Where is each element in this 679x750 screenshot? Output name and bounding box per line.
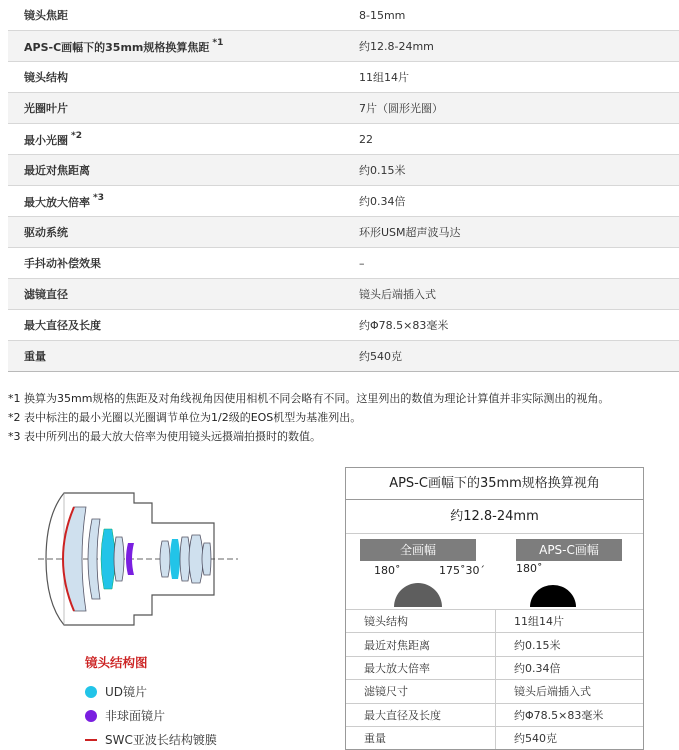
legend-ud	[85, 683, 147, 700]
spec-row	[8, 186, 679, 217]
spec-value: 约540克	[343, 341, 679, 372]
panel-row	[346, 656, 643, 679]
spec-label	[8, 279, 343, 310]
ud-dot-icon	[85, 686, 97, 698]
spec-label-text: 最近对焦距离	[24, 164, 90, 177]
panel-row-label: 滤镜尺寸	[346, 680, 496, 703]
spec-label-text: 镜头结构	[24, 71, 68, 84]
spec-row	[8, 93, 679, 124]
panel-row	[346, 610, 643, 633]
spec-value: 约12.8-24mm	[343, 31, 679, 62]
panel-row-label: 镜头结构	[346, 610, 496, 633]
spec-value: 7片（圆形光圈）	[343, 93, 679, 124]
full-frame-angle-shape	[394, 583, 442, 607]
spec-label	[8, 248, 343, 279]
swc-line-icon	[85, 739, 97, 741]
footnote-marker: *2	[71, 130, 82, 141]
spec-label-text: APS-C画幅下的35mm规格换算焦距	[24, 40, 210, 54]
aspherical-dot-icon	[85, 710, 97, 722]
legend-aspherical-label: 非球面镜片	[105, 709, 166, 723]
spec-row	[8, 155, 679, 186]
full-frame-angle-2: 175˚30´	[439, 564, 485, 577]
spec-label-text: 镜头焦距	[24, 9, 68, 22]
full-frame-angle-1: 180˚	[374, 564, 401, 577]
spec-value: 22	[343, 124, 679, 155]
legend-swc-label: SWC亚波长结构镀膜	[105, 733, 217, 747]
spec-label	[8, 310, 343, 341]
full-frame-label: 全画幅	[360, 539, 476, 561]
panel-row-value: 镜头后端插入式	[496, 680, 644, 703]
panel-row-label: 最大直径及长度	[346, 703, 496, 726]
spec-row	[8, 124, 679, 155]
panel-focal: 约12.8-24mm	[346, 500, 643, 534]
spec-row	[8, 217, 679, 248]
footnotes	[8, 389, 609, 446]
apsc-angle-shape	[530, 585, 576, 607]
footnote-2: *2 表中标注的最小光圈以光圈调节单位为1/2级的EOS机型为基准列出。	[8, 411, 362, 424]
footnote-marker: *1	[212, 37, 224, 48]
spec-value: 约0.15米	[343, 155, 679, 186]
spec-label	[8, 0, 343, 31]
spec-label	[8, 186, 343, 217]
panel-title: APS-C画幅下的35mm规格换算视角	[346, 468, 643, 500]
panel-spec-table	[346, 610, 643, 749]
spec-label	[8, 62, 343, 93]
spec-row	[8, 279, 679, 310]
panel-row-label: 重量	[346, 726, 496, 749]
spec-table	[8, 0, 679, 372]
footnote-3: *3 表中所列出的最大放大倍率为使用镜头远摄端拍摄时的数值。	[8, 430, 321, 443]
spec-value: 约Φ78.5×83毫米	[343, 310, 679, 341]
spec-label-text: 滤镜直径	[24, 288, 68, 301]
spec-row	[8, 341, 679, 372]
panel-row-value: 约Φ78.5×83毫米	[496, 703, 644, 726]
spec-row	[8, 0, 679, 31]
panel-row-value: 约0.15米	[496, 633, 644, 656]
panel-row-value: 约540克	[514, 732, 557, 746]
apsc-angle: 180˚	[516, 562, 543, 575]
spec-label-text: 最小光圈	[24, 133, 68, 147]
panel-row	[346, 680, 643, 703]
spec-row	[8, 310, 679, 341]
apsc-label: APS-C画幅	[516, 539, 622, 561]
spec-label-text: 光圈叶片	[24, 102, 68, 115]
spec-value: 8-15mm	[343, 0, 679, 31]
legend-aspherical	[85, 707, 165, 724]
panel-row-value: 约0.34倍	[496, 656, 644, 679]
legend-swc	[85, 731, 217, 748]
spec-value: 11组14片	[343, 62, 679, 93]
spec-label	[8, 93, 343, 124]
panel-row-label: 最近对焦距离	[346, 633, 496, 656]
spec-label	[8, 31, 343, 62]
spec-value: 镜头后端插入式	[343, 279, 679, 310]
view-angle-illustrations	[346, 534, 643, 610]
spec-value: –	[343, 248, 679, 279]
spec-row	[8, 62, 679, 93]
footnote-1: *1 换算为35mm规格的焦距及对角线视角因使用相机不同会略有不同。这里列出的数值为理论计算值并非实际测出的视角。	[8, 392, 610, 405]
spec-label-text: 手抖动补偿效果	[24, 257, 101, 270]
panel-row-label: 最大放大倍率	[346, 656, 496, 679]
spec-value: 环形USM超声波马达	[343, 217, 679, 248]
lens-structure-diagram	[34, 483, 244, 635]
panel-row	[346, 703, 643, 726]
spec-label	[8, 341, 343, 372]
spec-label-text: 最大直径及长度	[24, 319, 101, 332]
spec-label-text: 重量	[24, 350, 46, 363]
spec-value: 约0.34倍	[343, 186, 679, 217]
spec-row	[8, 31, 679, 62]
spec-label-text: 最大放大倍率	[24, 195, 90, 209]
footnote-marker: *3	[93, 192, 104, 203]
diagram-title: 镜头结构图	[85, 655, 148, 670]
apsc-view-angle-panel	[345, 467, 644, 750]
panel-row	[346, 633, 643, 656]
spec-row	[8, 248, 679, 279]
spec-label	[8, 124, 343, 155]
spec-label	[8, 155, 343, 186]
spec-label-text: 驱动系统	[24, 226, 68, 239]
panel-row	[346, 726, 643, 749]
spec-label	[8, 217, 343, 248]
panel-row-value: 11组14片	[496, 610, 644, 633]
legend-ud-label: UD镜片	[105, 685, 148, 699]
